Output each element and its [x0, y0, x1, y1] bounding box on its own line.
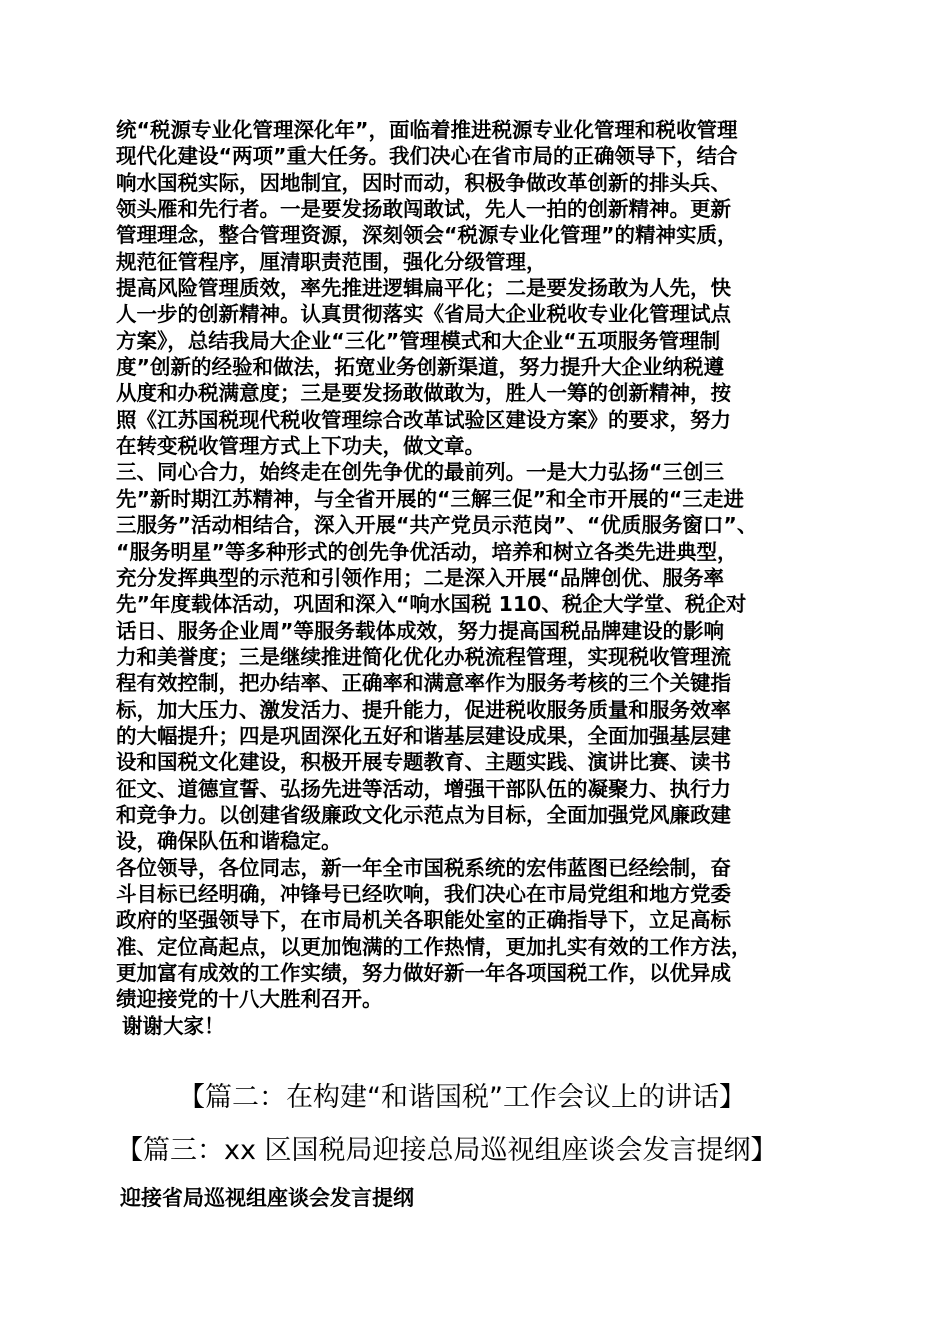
text-line: 标，加大压力、激发活力、提升能力，促进税收服务质量和服务效率 — [116, 697, 731, 722]
text-line: 三、同心合力，始终走在创先争优的最前列。一是大力弘扬“三创三 — [116, 460, 724, 485]
text-line: 在转变税收管理方式上下功夫，做文章。 — [116, 434, 485, 459]
text-line: 规范征管程序，厘清职责范围，强化分级管理， — [116, 249, 547, 274]
text-line: 和竞争力。以创建省级廉政文化示范点为目标，全面加强党风廉政建 — [116, 802, 731, 827]
text-line: 度”创新的经验和做法，拓宽业务创新渠道，努力提升大企业纳税遵 — [116, 355, 724, 380]
text-line: 更加富有成效的工作实绩，努力做好新一年各项国税工作，以优异成 — [116, 961, 731, 985]
text-line: 程有效控制，把办结率、正确率和满意率作为服务考核的三个关键指 — [116, 671, 731, 696]
subheading-title: 迎接省局巡视组座谈会发言提纲 — [120, 1186, 414, 1210]
text-line: 管理理念，整合管理资源，深刻领会“税源专业化管理”的精神实质， — [116, 223, 738, 248]
text-line: 充分发挥典型的示范和引领作用；二是深入开展“品牌创优、服务率 — [116, 565, 724, 590]
text-line: 从度和办税满意度；三是要发扬敢做敢为，胜人一筹的创新精神，按 — [116, 381, 731, 406]
section-heading-part-three: 【篇三：xx 区国税局迎接总局巡视组座谈会发言提纲】 — [116, 1135, 778, 1166]
text-line: “服务明星”等多种形式的创先争优活动，培养和树立各类先进典型， — [116, 539, 738, 564]
text-line: 三服务”活动相结合，深入开展“共产党员示范岗”、“优质服务窗口”、 — [116, 513, 758, 538]
text-line: 照《江苏国税现代税收管理综合改革试验区建设方案》的要求，努力 — [116, 407, 731, 432]
text-line: 先”年度载体活动，巩固和深入“响水国税 110、税企大学堂、税企对 — [116, 592, 747, 617]
text-line: 的大幅提升；四是巩固深化五好和谐基层建设成果，全面加强基层建 — [116, 723, 731, 748]
closing-thanks: 谢谢大家！ — [122, 1013, 225, 1038]
text-line: 话日、服务企业周”等服务载体成效，努力提高国税品牌建设的影响 — [116, 618, 724, 643]
text-line: 绩迎接党的十八大胜利召开。 — [116, 987, 383, 1012]
text-line: 设和国税文化建设，积极开展专题教育、主题实践、演讲比赛、读书 — [116, 750, 731, 775]
text-line: 各位领导，各位同志，新一年全市国税系统的宏伟蓝图已经绘制，奋 — [116, 855, 731, 880]
text-line: 统“税源专业化管理深化年”，面临着推进税源专业化管理和税收管理 — [116, 118, 738, 142]
speech-body-text — [116, 117, 836, 1039]
text-line: 征文、道德宣誓、弘扬先进等活动，增强干部队伍的凝聚力、执行力 — [116, 776, 731, 801]
text-line: 方案》，总结我局大企业“三化”管理模式和大企业“五项服务管理制 — [116, 328, 721, 353]
text-line: 提高风险管理质效，率先推进逻辑扁平化；二是要发扬敢为人先，快 — [116, 276, 731, 301]
text-line: 响水国税实际，因地制宜，因时而动，积极争做改革创新的排头兵、 — [116, 170, 731, 195]
text-line: 斗目标已经明确，冲锋号已经吹响，我们决心在市局党组和地方党委 — [116, 881, 731, 906]
text-line: 人一步的创新精神。认真贯彻落实《省局大企业税收专业化管理试点 — [116, 302, 731, 327]
text-line: 先”新时期江苏精神，与全省开展的“三解三促”和全市开展的“三走进 — [116, 486, 744, 511]
text-line: 现代化建设“两项”重大任务。我们决心在省市局的正确领导下，结合 — [116, 144, 738, 169]
section-heading-part-two: 【篇二：在构建“和谐国税”工作会议上的讲话】 — [178, 1082, 746, 1113]
text-line: 领头雁和先行者。一是要发扬敢闯敢试，先人一拍的创新精神。更新 — [116, 197, 731, 222]
text-line: 政府的坚强领导下，在市局机关各职能处室的正确指导下，立足高标 — [116, 908, 731, 933]
text-line: 设，确保队伍和谐稳定。 — [116, 829, 342, 854]
text-line: 力和美誉度；三是继续推进简化优化办税流程管理，实现税收管理流 — [116, 644, 731, 669]
text-line: 准、定位高起点，以更加饱满的工作热情，更加扎实有效的工作方法， — [116, 934, 752, 959]
